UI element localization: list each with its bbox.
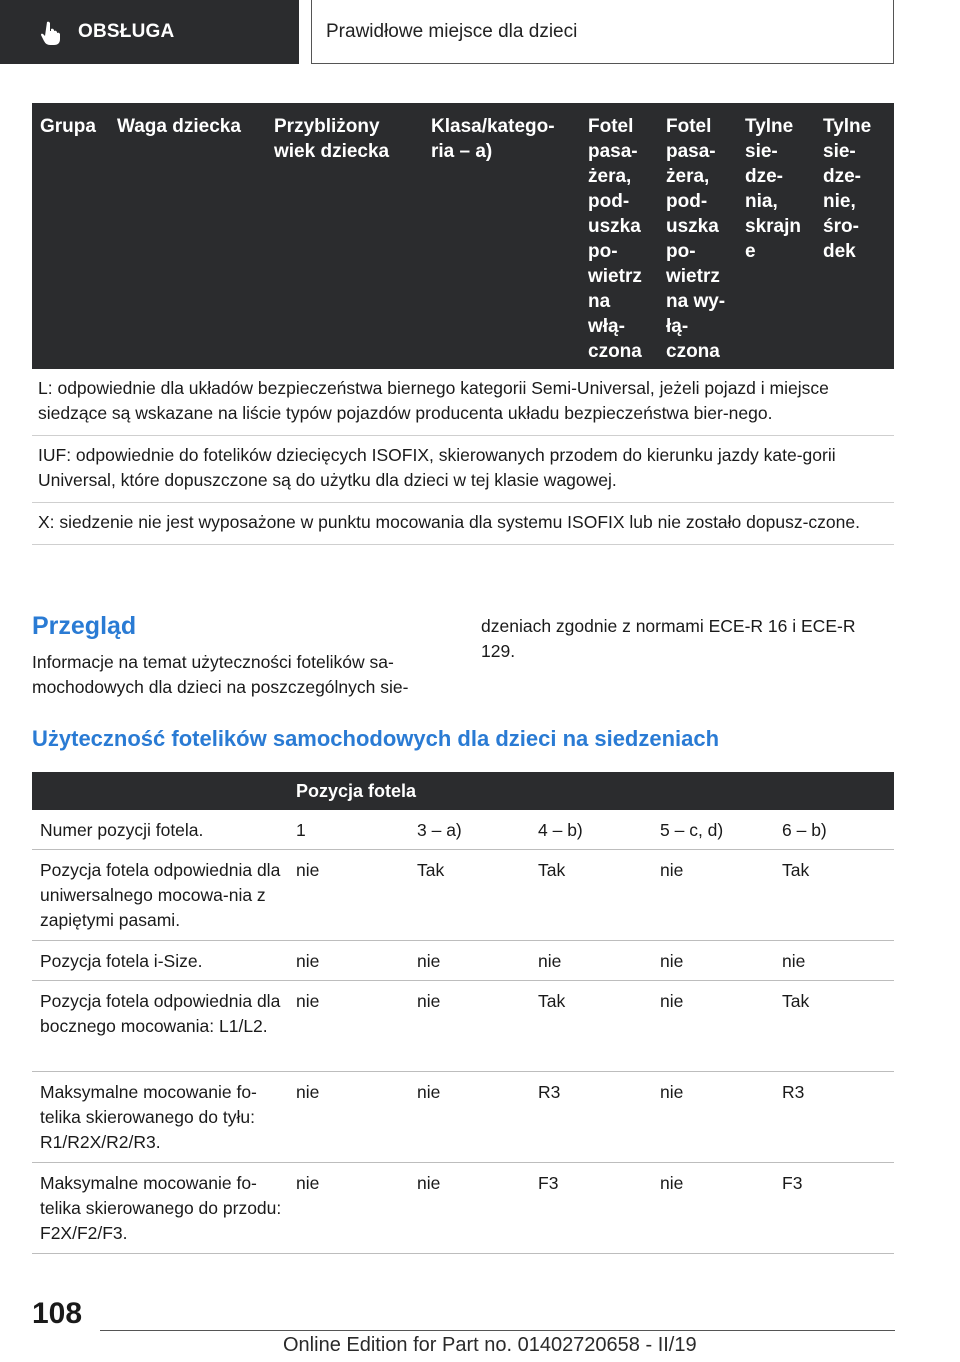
row-label: Maksymalne mocowanie fo-telika skierowanego do przodu: F2X/F2/F3. (40, 1173, 282, 1243)
table-cell: 5 – c, d) (660, 820, 724, 840)
table-cell: F3 (538, 1173, 559, 1193)
table-cell: nie (538, 951, 562, 971)
table-cell: 6 – b) (782, 820, 827, 840)
footer-divider (100, 1330, 895, 1331)
table-cell: 3 – a) (417, 820, 462, 840)
header-cell: Fotel pasa-żera, pod-uszka po-wietrz na wy-łą-czona (666, 116, 726, 362)
table-cell: nie (417, 1082, 441, 1102)
table-cell: Tak (782, 860, 810, 880)
table-cell: Tak (417, 860, 445, 880)
table-row (32, 981, 894, 1072)
table-row (32, 810, 894, 850)
table-cell: Tak (782, 991, 810, 1011)
hand-pointer-icon (38, 19, 64, 45)
table-cell: 4 – b) (538, 820, 583, 840)
table-cell: nie (296, 1082, 320, 1102)
header-cell: Waga dziecka (117, 116, 241, 137)
row-label: Pozycja fotela odpowiednia dla bocznego mocowania: L1/L2. (40, 991, 281, 1036)
table-cell: nie (296, 860, 320, 880)
row-label: Numer pozycji fotela. (40, 820, 204, 840)
footer-edition: Online Edition for Part no. 01402720658 - II/19 (283, 1334, 697, 1356)
table-cell: nie (660, 951, 684, 971)
child-seat-class-table (32, 103, 894, 545)
table-cell: Tak (538, 860, 566, 880)
table-cell: nie (660, 1082, 684, 1102)
header-cell: Tylne sie-dze-nie, śro-dek (823, 116, 872, 262)
row-label: Pozycja fotela i-Size. (40, 951, 203, 971)
section-label: OBSŁUGA (78, 21, 175, 42)
page-title: Prawidłowe miejsce dla dzieci (311, 0, 894, 64)
header-cell: Pozycja fotela (296, 781, 417, 801)
table-cell: nie (660, 860, 684, 880)
header-cell: Grupa (40, 116, 96, 137)
note-iuf: IUF: odpowiednie do fotelików dziecięcych ISOFIX, skierowanych przodem do kierunku jazdy kate-gorii Universal, które dopuszczone są do użytku dla dzieci w tej klasie wagowej. (32, 436, 894, 503)
table-cell: F3 (782, 1173, 803, 1193)
header-cell: Tylne sie-dze-nia, skrajn e (745, 116, 801, 262)
table-row (32, 1072, 894, 1163)
table-cell: Tak (538, 991, 566, 1011)
row-label: Maksymalne mocowanie fo-telika skierowanego do tyłu: R1/R2X/R2/R3. (40, 1082, 257, 1152)
seat-position-table (32, 772, 894, 1254)
subsection-heading: Użyteczność fotelików samochodowych dla dzieci na siedzeniach (32, 726, 720, 751)
table-row (32, 941, 894, 981)
table-cell: nie (782, 951, 806, 971)
table-cell: nie (660, 1173, 684, 1193)
table-cell: nie (417, 991, 441, 1011)
table-cell: nie (296, 991, 320, 1011)
table-cell: nie (660, 991, 684, 1011)
section-tab (0, 0, 299, 64)
table-cell: nie (417, 951, 441, 971)
header-cell: Fotel pasa-żera, pod-uszka po-wietrz na włą-czona (588, 116, 642, 362)
note-x: X: siedzenie nie jest wyposażone w punktu mocowania dla systemu ISOFIX lub nie zostało dopusz-czone. (32, 503, 894, 545)
row-label: Pozycja fotela odpowiednia dla uniwersalnego mocowa-nia z zapiętymi pasami. (40, 860, 281, 930)
table-header (32, 103, 894, 369)
table-cell: R3 (782, 1082, 805, 1102)
table-cell: nie (296, 1173, 320, 1193)
intro-text-right: dzeniach zgodnie z normami ECE-R 16 i ECE-R 129. (481, 616, 856, 661)
table-cell: nie (296, 951, 320, 971)
section-heading: Przegląd (32, 612, 137, 640)
header-cell: Klasa/katego-ria – a) (431, 116, 555, 162)
table-cell: nie (417, 1173, 441, 1193)
header-cell: Przybliżony wiek dziecka (274, 116, 390, 162)
table-row (32, 1163, 894, 1254)
note-l: L: odpowiednie dla układów bezpieczeństwa biernego kategorii Semi-Universal, jeżeli pojazd i miejsce siedzące są wskazane na liście typów pojazdów producenta układu bezpieczeństwa bier-nego. (32, 369, 894, 436)
table-row (32, 850, 894, 941)
table-cell: 1 (296, 820, 306, 840)
page-number: 108 (32, 1297, 83, 1330)
intro-text-left: Informacje na temat użyteczności fotelików sa-mochodowych dla dzieci na poszczególnych sie- (32, 652, 409, 697)
table-cell: R3 (538, 1082, 561, 1102)
table-header (32, 772, 894, 810)
